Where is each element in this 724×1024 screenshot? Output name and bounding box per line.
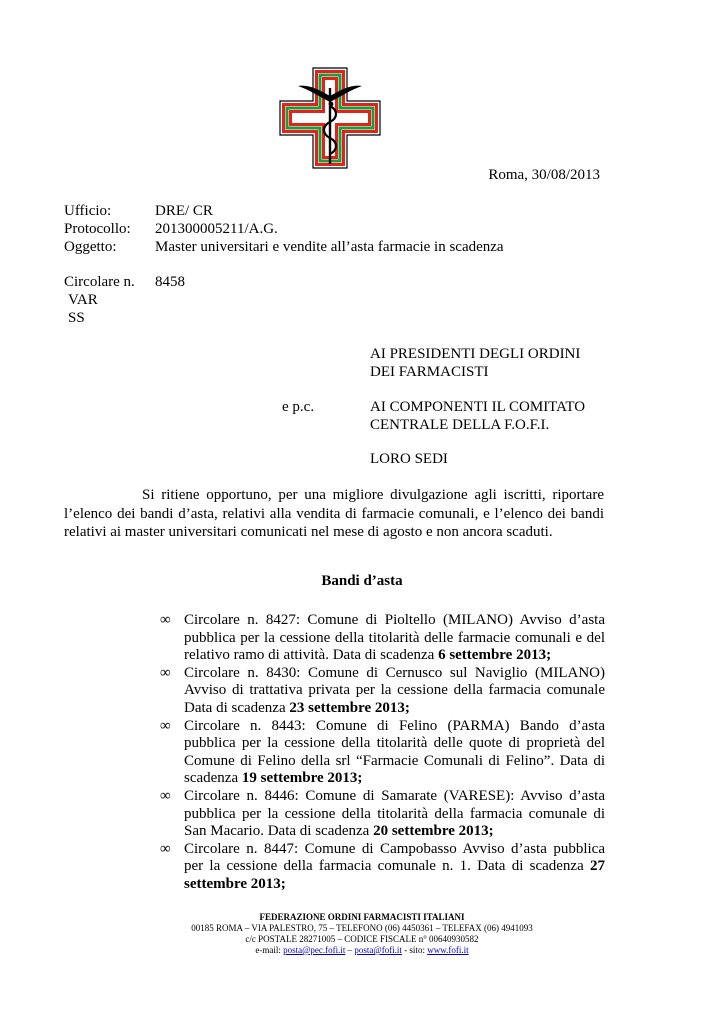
infinity-bullet-icon: ∞ <box>160 664 171 681</box>
infinity-bullet-icon: ∞ <box>160 717 171 734</box>
footer-address: 00185 ROMA – VIA PALESTRO, 75 – TELEFONO (06) 4450361 – TELEFAX (06) 4941093 <box>191 923 533 933</box>
pec-email-link[interactable]: posta@pec.fofi.it <box>283 945 346 955</box>
addressee-line: LORO SEDI <box>370 451 448 467</box>
addressee-line: AI COMPONENTI IL COMITATO <box>370 399 586 415</box>
addressee-line: CENTRALE DELLA F.O.F.I. <box>370 417 550 433</box>
protocol-value: 201300005211/A.G. <box>155 221 278 237</box>
footer-org: FEDERAZIONE ORDINI FARMACISTI ITALIANI <box>259 912 465 922</box>
circolare-number: 8458 <box>155 274 185 290</box>
footer-fiscal: c/c POSTALE 28271005 – CODICE FISCALE n° 00640930582 <box>245 934 479 944</box>
circolare-label: Circolare n. <box>64 274 135 290</box>
infinity-bullet-icon: ∞ <box>160 840 171 857</box>
list-item: ∞ Circolare n. 8447: Comune di Campobasso Avviso d’asta pubblica per la cessione della farmacia comunale n. 1. Data di scadenza 27 settembre 2013; <box>160 840 605 892</box>
addressee-line: DEI FARMACISTI <box>370 364 489 380</box>
circolare-ss: SS <box>68 310 85 326</box>
document-date: Roma, 30/08/2013 <box>488 167 600 183</box>
subject-label: Oggetto: <box>64 239 117 255</box>
addressees <box>370 345 610 468</box>
circolare-var: VAR <box>68 292 98 308</box>
subject-value: Master universitari e vendite all’asta farmacie in scadenza <box>155 239 504 255</box>
footer-contacts: e-mail: posta@pec.fofi.it – posta@fofi.it - sito: www.fofi.it <box>255 945 469 955</box>
bandi-list <box>160 612 605 894</box>
infinity-bullet-icon: ∞ <box>160 612 171 628</box>
email-link[interactable]: posta@fofi.it <box>354 945 402 955</box>
addressee-line: AI PRESIDENTI DEGLI ORDINI <box>370 346 581 362</box>
infinity-bullet-icon: ∞ <box>160 787 171 804</box>
office-label: Ufficio: <box>64 203 112 219</box>
fofi-logo <box>278 66 382 170</box>
section-title: Bandi d’asta <box>321 573 403 589</box>
footer <box>0 912 724 956</box>
list-item: ∞ Circolare n. 8427: Comune di Pioltello (MILANO) Avviso d’asta pubblica per la cessione della titolarità delle farmacie comunali e del relativo ramo di attività. Data di scadenza 6 settembre 2013; <box>160 612 605 664</box>
website-link[interactable]: www.fofi.it <box>427 945 469 955</box>
list-item: ∞ Circolare n. 8446: Comune di Samarate (VARESE): Avviso d’asta pubblica per la cessione della titolarità della farmacia comunale di San Macario. Data di scadenza 20 settembre 2013; <box>160 787 605 840</box>
epc-label: e p.c. <box>282 399 315 415</box>
list-item: ∞ Circolare n. 8443: Comune di Felino (PARMA) Bando d’asta pubblica per la cessione della titolarità delle quote di proprietà del Comune di Felino della srl “Farmacie Comunali di Felino”. Data di scadenza 19 settembre 2013; <box>160 717 605 787</box>
intro-text: Si ritiene opportuno, per una migliore divulgazione agli iscritti, riportare l’elenco dei bandi d’asta, relativi alla vendita di farmacie comunali, e l’elenco dei bandi relativi ai master universitari comunicati nel mese di agosto e non ancora scaduti. <box>64 487 604 540</box>
office-value: DRE/ CR <box>155 203 213 219</box>
protocol-label: Protocollo: <box>64 221 131 237</box>
intro-paragraph <box>64 486 604 542</box>
list-item: ∞ Circolare n. 8430: Comune di Cernusco sul Naviglio (MILANO) Avviso di trattativa privata per la cessione della farmacia comunale Data di scadenza 23 settembre 2013; <box>160 664 605 716</box>
